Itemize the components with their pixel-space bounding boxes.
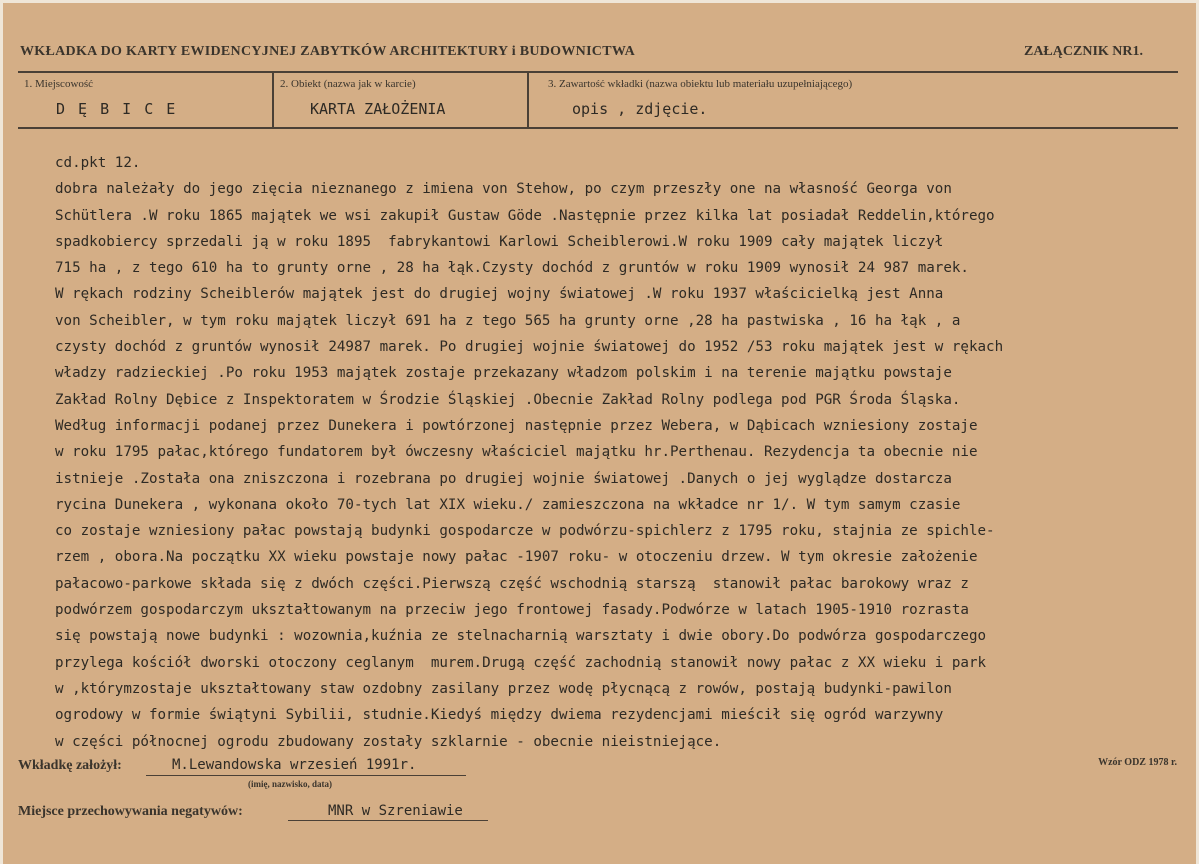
text-line: W rękach rodziny Scheiblerów majątek jest do drugiej wojny światowej .W roku 1937 właścicielką jest Anna: [55, 286, 944, 303]
text-line: 715 ha , z tego 610 ha to grunty orne , 28 ha łąk.Czysty dochód z gruntów w roku 1909 wynosił 24 987 marek.: [55, 260, 969, 277]
description-text: [55, 150, 1195, 755]
negatives-underline: [288, 820, 488, 821]
locality-label: 1. Miejscowość: [24, 78, 94, 90]
header-rule-top: [18, 71, 1178, 73]
text-line: dobra należały do jego zięcia nieznanego z imiena von Stehow, po czym przeszły one na własność Georga von: [55, 181, 952, 198]
locality-value: D Ę B I C E: [56, 100, 178, 118]
negatives-label: Miejsce przechowywania negatywów:: [18, 804, 243, 819]
content-label: 3. Zawartość wkładki (nazwa obiektu lub materiału uzupełniającego): [548, 78, 853, 90]
text-line: pałacowo-parkowe składa się z dwóch części.Pierwszą część wschodnią starszą stanowił pałac barokowy wraz z: [55, 575, 969, 592]
form-title: WKŁADKA DO KARTY EWIDENCYJNEJ ZABYTKÓW ARCHITEKTURY i BUDOWNICTWA: [20, 44, 636, 59]
content-value: opis , zdjęcie.: [572, 100, 708, 118]
scan-border-top: [0, 0, 1199, 3]
header-divider-1: [272, 72, 274, 128]
text-line: Według informacji podanej przez Dunekera i powtórzonej następnie przez Webera, w Dąbicach wzniesiony zostaje: [55, 417, 978, 434]
text-line: co zostaje wzniesiony pałac powstają budynki gospodarcze w podwórzu-spichlerz z 1795 roku, stajnia ze spichle-: [55, 523, 995, 540]
annex-number: ZAŁĄCZNIK NR1.: [1023, 44, 1143, 59]
text-line: ogrodowy w formie świątyni Sybilii, studnie.Kiedyś między dwiema rezydencjami mieścił się ogród warzywny: [55, 707, 944, 724]
text-line: spadkobiercy sprzedali ją w roku 1895 fabrykantowi Karlowi Scheiblerowi.W roku 1909 cały majątek liczył: [55, 233, 944, 250]
author-value: M.Lewandowska wrzesień 1991r.: [172, 757, 417, 773]
text-line: w ,którymzostaje ukształtowany staw ozdobny zasilany przez wodę płycnącą z rowów, postają budynki-pawilon: [55, 680, 952, 697]
text-line: Schütlera .W roku 1865 majątek we wsi zakupił Gustaw Göde .Następnie przez kilka lat posiadał Reddelin,którego: [55, 207, 995, 224]
text-line: władzy radzieckiej .Po roku 1953 majątek zostaje przekazany władzom polskim i na terenie majątku powstaje: [55, 365, 952, 382]
author-label: Wkładkę założył:: [18, 758, 122, 773]
author-sub-caption: (imię, nazwisko, data): [248, 779, 332, 789]
text-line: rycina Dunekera , wykonana około 70-tych lat XIX wieku./ zamieszczona na wkładce nr 1/. W tym samym czasie: [55, 496, 961, 513]
header-divider-2: [527, 72, 529, 128]
header-rule-bottom: [18, 127, 1178, 129]
negatives-value: MNR w Szreniawie: [328, 803, 463, 819]
text-line: przylega kościół dworski otoczony ceglanym murem.Drugą część zachodnią stanowił nowy pałac z XX wieku i park: [55, 654, 987, 671]
text-line: rzem , obora.Na początku XX wieku powstaje nowy pałac -1907 roku- w otoczeniu drzew. W tym okresie założenie: [55, 549, 978, 566]
text-line: w części północnej ogrodu zbudowany zostały szklarnie - obecnie nieistniejące.: [55, 733, 722, 750]
form-code: Wzór ODZ 1978 r.: [1098, 757, 1177, 768]
text-line: w roku 1795 pałac,którego fundatorem był ówczesny właściciel majątku hr.Perthenau. Rezydencja ta obecnie nie: [55, 444, 978, 461]
object-value: KARTA ZAŁOŻENIA: [310, 100, 446, 118]
text-line: podwórzem gospodarczym ukształtowanym na przeciw jego frontowej fasady.Podwórze w latach 1905-1910 rozrasta: [55, 602, 969, 619]
text-line: istnieje .Została ona zniszczona i rozebrana po drugiej wojnie światowej .Danych o jej wyglądze dostarcza: [55, 470, 952, 487]
scan-border-left: [0, 0, 3, 864]
author-underline: [146, 775, 466, 776]
object-label: 2. Obiekt (nazwa jak w karcie): [280, 78, 416, 90]
text-line: von Scheibler, w tym roku majątek liczył 691 ha z tego 565 ha grunty orne ,28 ha pastwiska , 16 ha łąk , a: [55, 312, 961, 329]
text-line: się powstają nowe budynki : wozownia,kuźnia ze stelnacharnią warsztaty i dwie obory.Do podwórza gospodarczego: [55, 628, 987, 645]
text-line: czysty dochód z gruntów wynosił 24987 marek. Po drugiej wojnie światowej do 1952 /53 roku majątek jest w rękach: [55, 339, 1004, 356]
text-line: Zakład Rolny Dębice z Inspektoratem w Środzie Śląskiej .Obecnie Zakład Rolny podlega pod PGR Środa Śląska.: [55, 391, 961, 408]
text-line: cd.pkt 12.: [55, 155, 141, 171]
